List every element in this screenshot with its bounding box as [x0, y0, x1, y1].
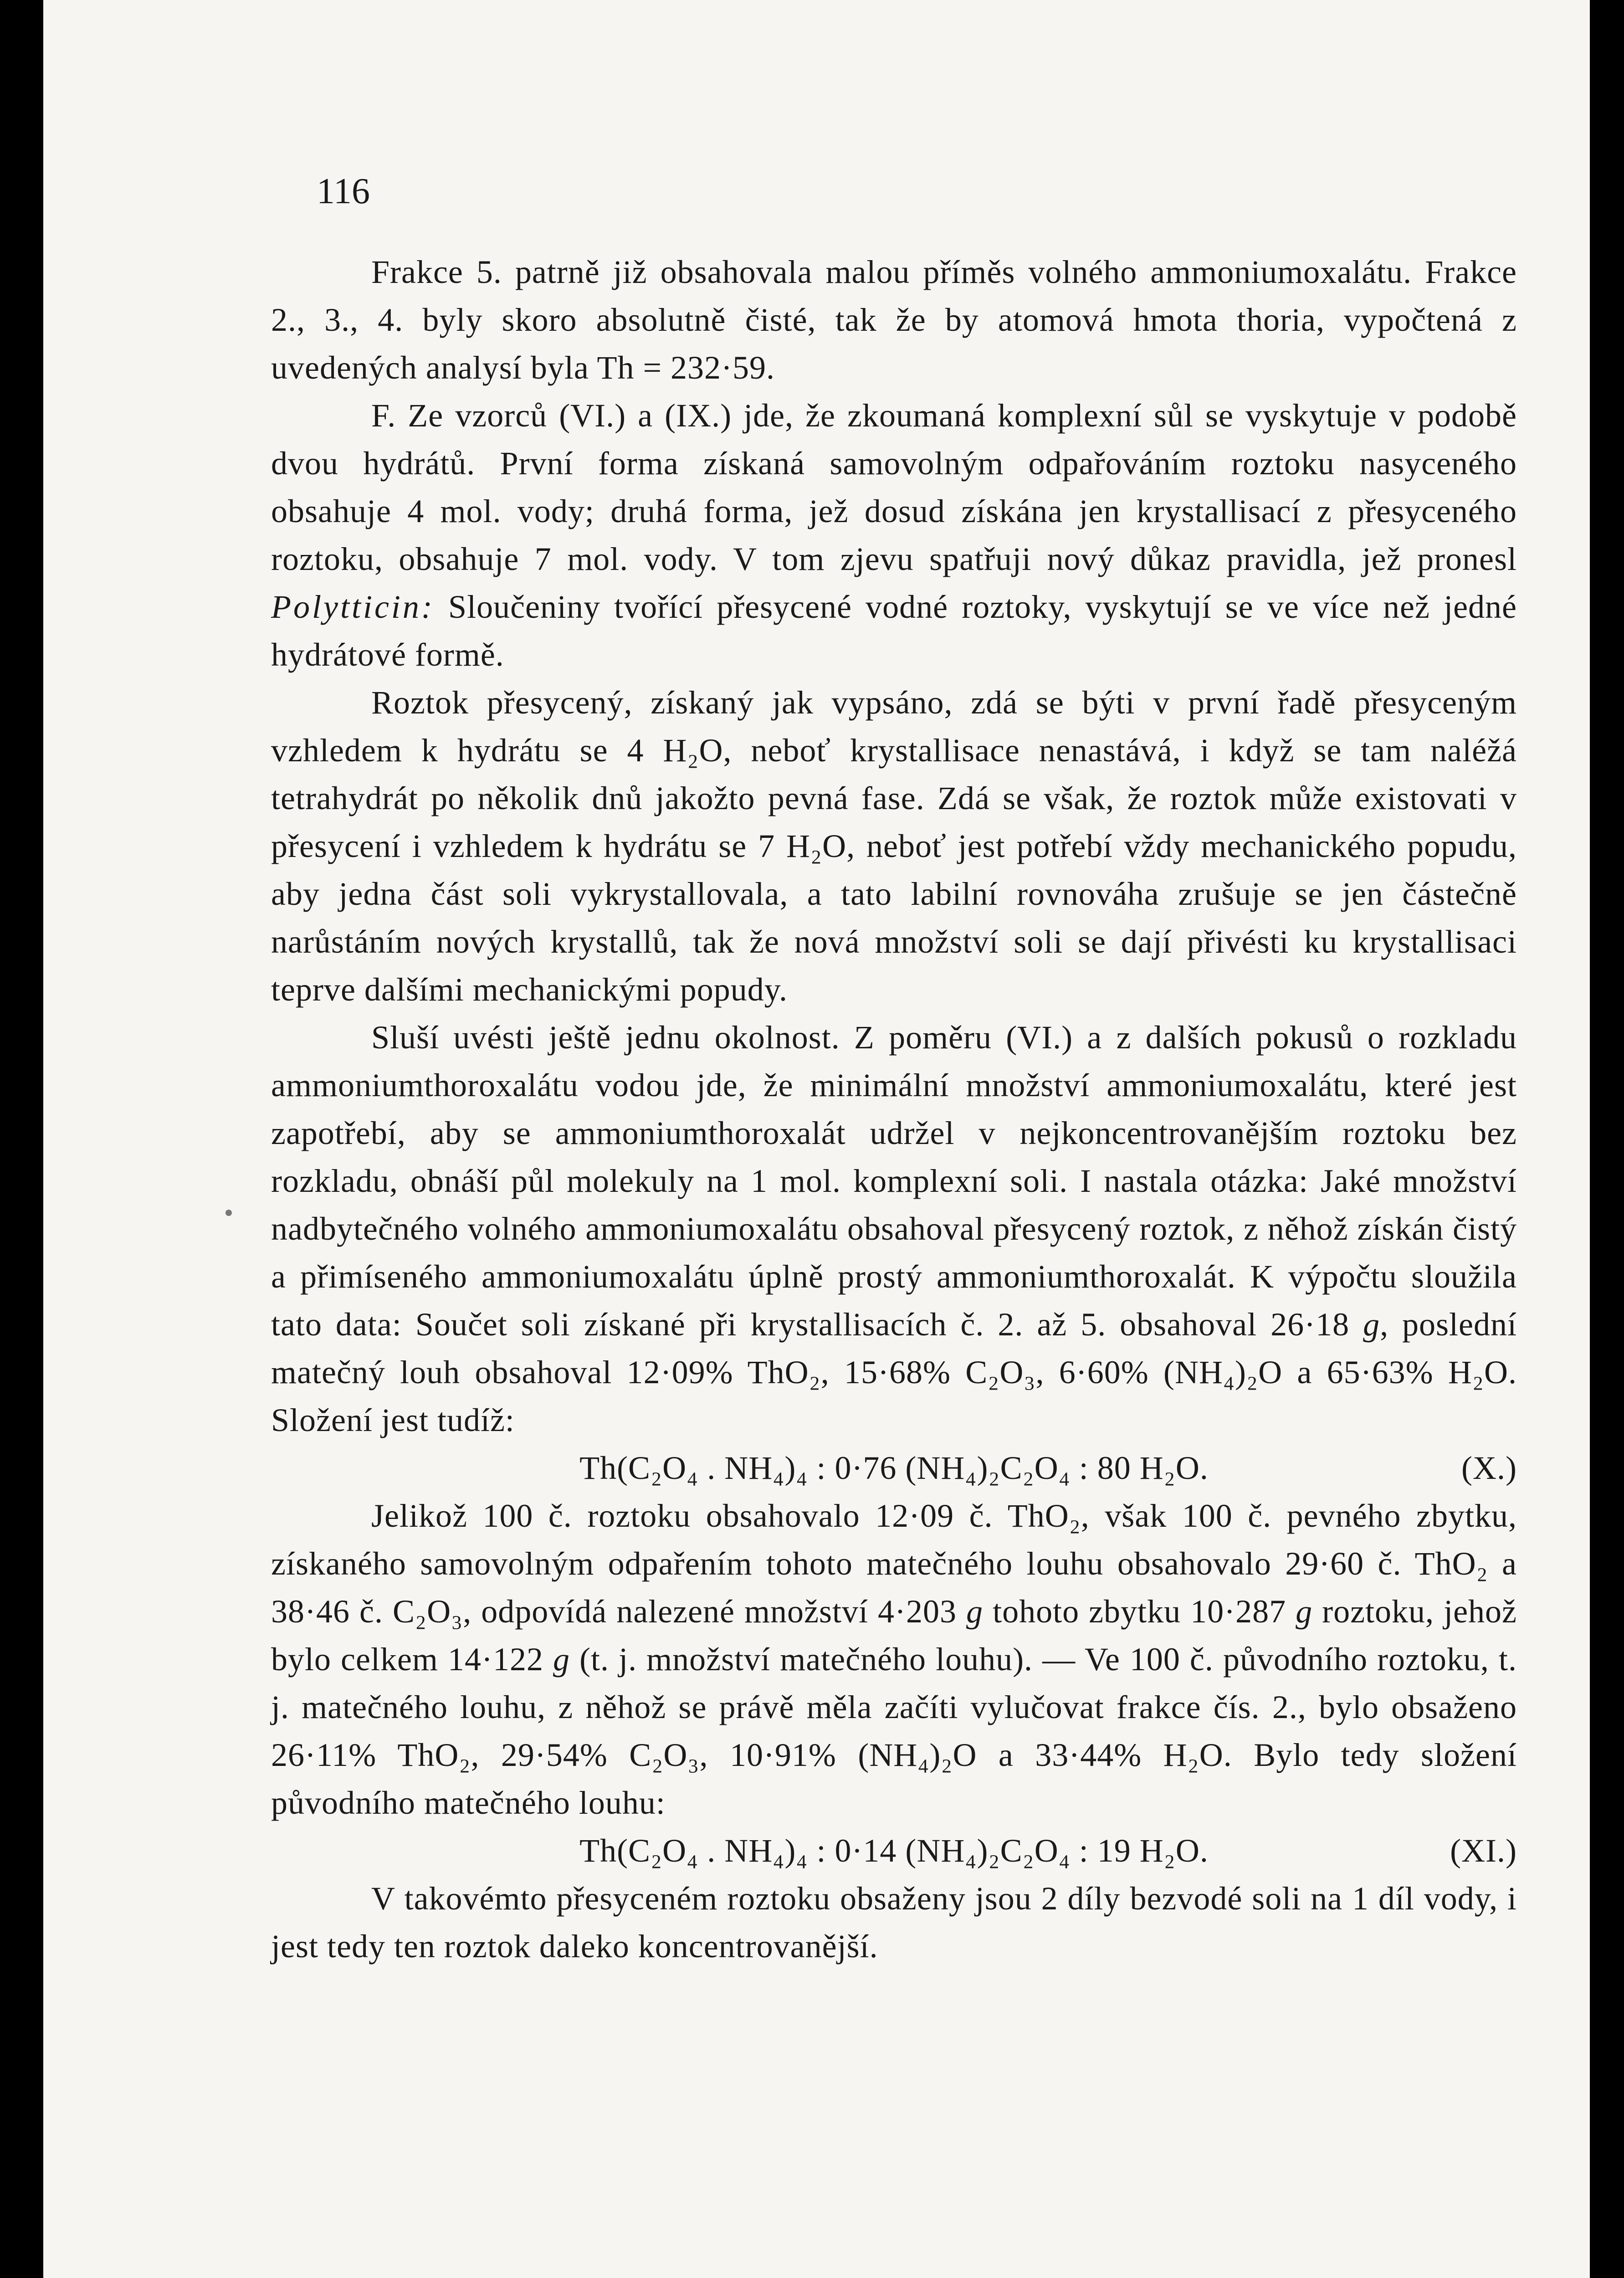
formula-x-label: (X.): [1461, 1450, 1517, 1486]
paragraph-5-part-3: roztoku, jehož bylo celkem 14·122: [271, 1593, 1517, 1678]
paragraph-5-part-4: (t. j. množství matečného louhu). — Ve 100 č. původního roztoku, t. j. matečného louhu, z něhož se právě měla začíti vylučovat frakce čís. 2., bylo obsaženo 26·11% ThO₂, 29·54% C₂O₃, 10·91% (NH₄)₂O a 33·44% H₂O. Bylo tedy složení původního matečného louhu:: [271, 1641, 1517, 1821]
paragraph-5-part-2: tohoto zbytku 10·287: [983, 1593, 1296, 1630]
paragraph-4-text: Sluší uvésti ještě jednu okolnost. Z poměru (VI.) a z dalších pokusů o rozkladu ammoniumthoroxalátu vodou jde, že minimální množství ammoniumoxalátu, které jest zapotřebí, aby se ammoniumthoroxalát udržel v nejkoncentrovanějším roztoku bez rozkladu, obnáší půl molekuly na 1 mol. komplexní soli. I nastala otázka: Jaké množství nadbytečného volného ammoniumoxalátu obsahoval přesycený roztok, z něhož získán čistý a přimíseného ammoniumoxalátu úplně prostý ammoniumthoroxalát. K výpočtu sloužila tato data: Součet soli získané při krystallisacích č. 2. až 5. obsahoval 26·18: [271, 1019, 1517, 1343]
paragraph-6: V takovémto přesyceném roztoku obsaženy jsou 2 díly bezvodé soli na 1 díl vody, i jest tedy ten roztok daleko koncentrovanější.: [271, 1880, 1517, 1965]
formula-xi-expression: Th(C₂O₄ . NH₄)₄ : 0·14 (NH₄)₂C₂O₄ : 19 H₂O.: [579, 1832, 1209, 1869]
unit-gram: g: [1296, 1593, 1313, 1630]
paragraph-4-continuation: , poslední matečný louh obsahoval 12·09% ThO₂, 15·68% C₂O₃, 6·60% (NH₄)₂O a 65·63% H₂O. Složení jest tudíž:: [271, 1306, 1517, 1438]
document-page: [43, 0, 1590, 2278]
formula-xi: [271, 1827, 1517, 1875]
formula-x-expression: Th(C₂O₄ . NH₄)₄ : 0·76 (NH₄)₂C₂O₄ : 80 H₂O.: [579, 1450, 1209, 1486]
paragraph-5: [271, 1492, 1517, 1827]
paragraph-2-quote: Sloučeniny tvořící přesycené vodné roztoky, vyskytují se ve více než jedné hydrátové formě.: [271, 589, 1517, 673]
unit-gram: g: [1363, 1306, 1380, 1343]
paragraph-4: [271, 1014, 1517, 1444]
paragraph-2: [271, 392, 1517, 679]
formula-xi-label: (XI.): [1450, 1832, 1517, 1869]
scan-speck: [225, 1210, 232, 1216]
formula-x: [271, 1444, 1517, 1492]
paragraph-2-text: F. Ze vzorců (VI.) a (IX.) jde, že zkoumaná komplexní sůl se vyskytuje v podobě dvou hydrátů. První forma získaná samovolným odpařováním roztoku nasyceného obsahuje 4 mol. vody; druhá forma, jež dosud získána jen krystallisací z přesyceného roztoku, obsahuje 7 mol. vody. V tom zjevu spatřuji nový důkaz pravidla, jež pronesl: [271, 397, 1517, 577]
unit-gram: g: [966, 1593, 984, 1630]
page-number: 116: [317, 171, 370, 211]
paragraph-1: Frakce 5. patrně již obsahovala malou příměs volného ammoniumoxalátu. Frakce 2., 3., 4. byly skoro absolutně čisté, tak že by atomová hmota thoria, vypočtená z uvedených analysí byla Th = 232·59.: [271, 254, 1517, 386]
body-text: [271, 248, 1517, 1970]
cited-author: Polytticin:: [271, 589, 435, 625]
paragraph-5-text: Jelikož 100 č. roztoku obsahovalo 12·09 č. ThO₂, však 100 č. pevného zbytku, získaného samovolným odpařením tohoto matečného louhu obsahovalo 29·60 č. ThO₂ a 38·46 č. C₂O₃, odpovídá nalezené množství 4·203: [271, 1498, 1517, 1630]
unit-gram: g: [553, 1641, 570, 1678]
paragraph-3: Roztok přesycený, získaný jak vypsáno, zdá se býti v první řadě přesyceným vzhledem k hydrátu se 4 H₂O, neboť krystallisace nenastává, i když se tam naléžá tetrahydrát po několik dnů jakožto pevná fase. Zdá se však, že roztok může existovati v přesycení i vzhledem k hydrátu se 7 H₂O, neboť jest potřebí vždy mechanického popudu, aby jedna část soli vykrystallovala, a tato labilní rovnováha zrušuje se jen částečně narůstáním nových krystallů, tak že nová množství soli se dají přivésti ku krystallisaci teprve dalšími mechanickými popudy.: [271, 684, 1517, 1008]
